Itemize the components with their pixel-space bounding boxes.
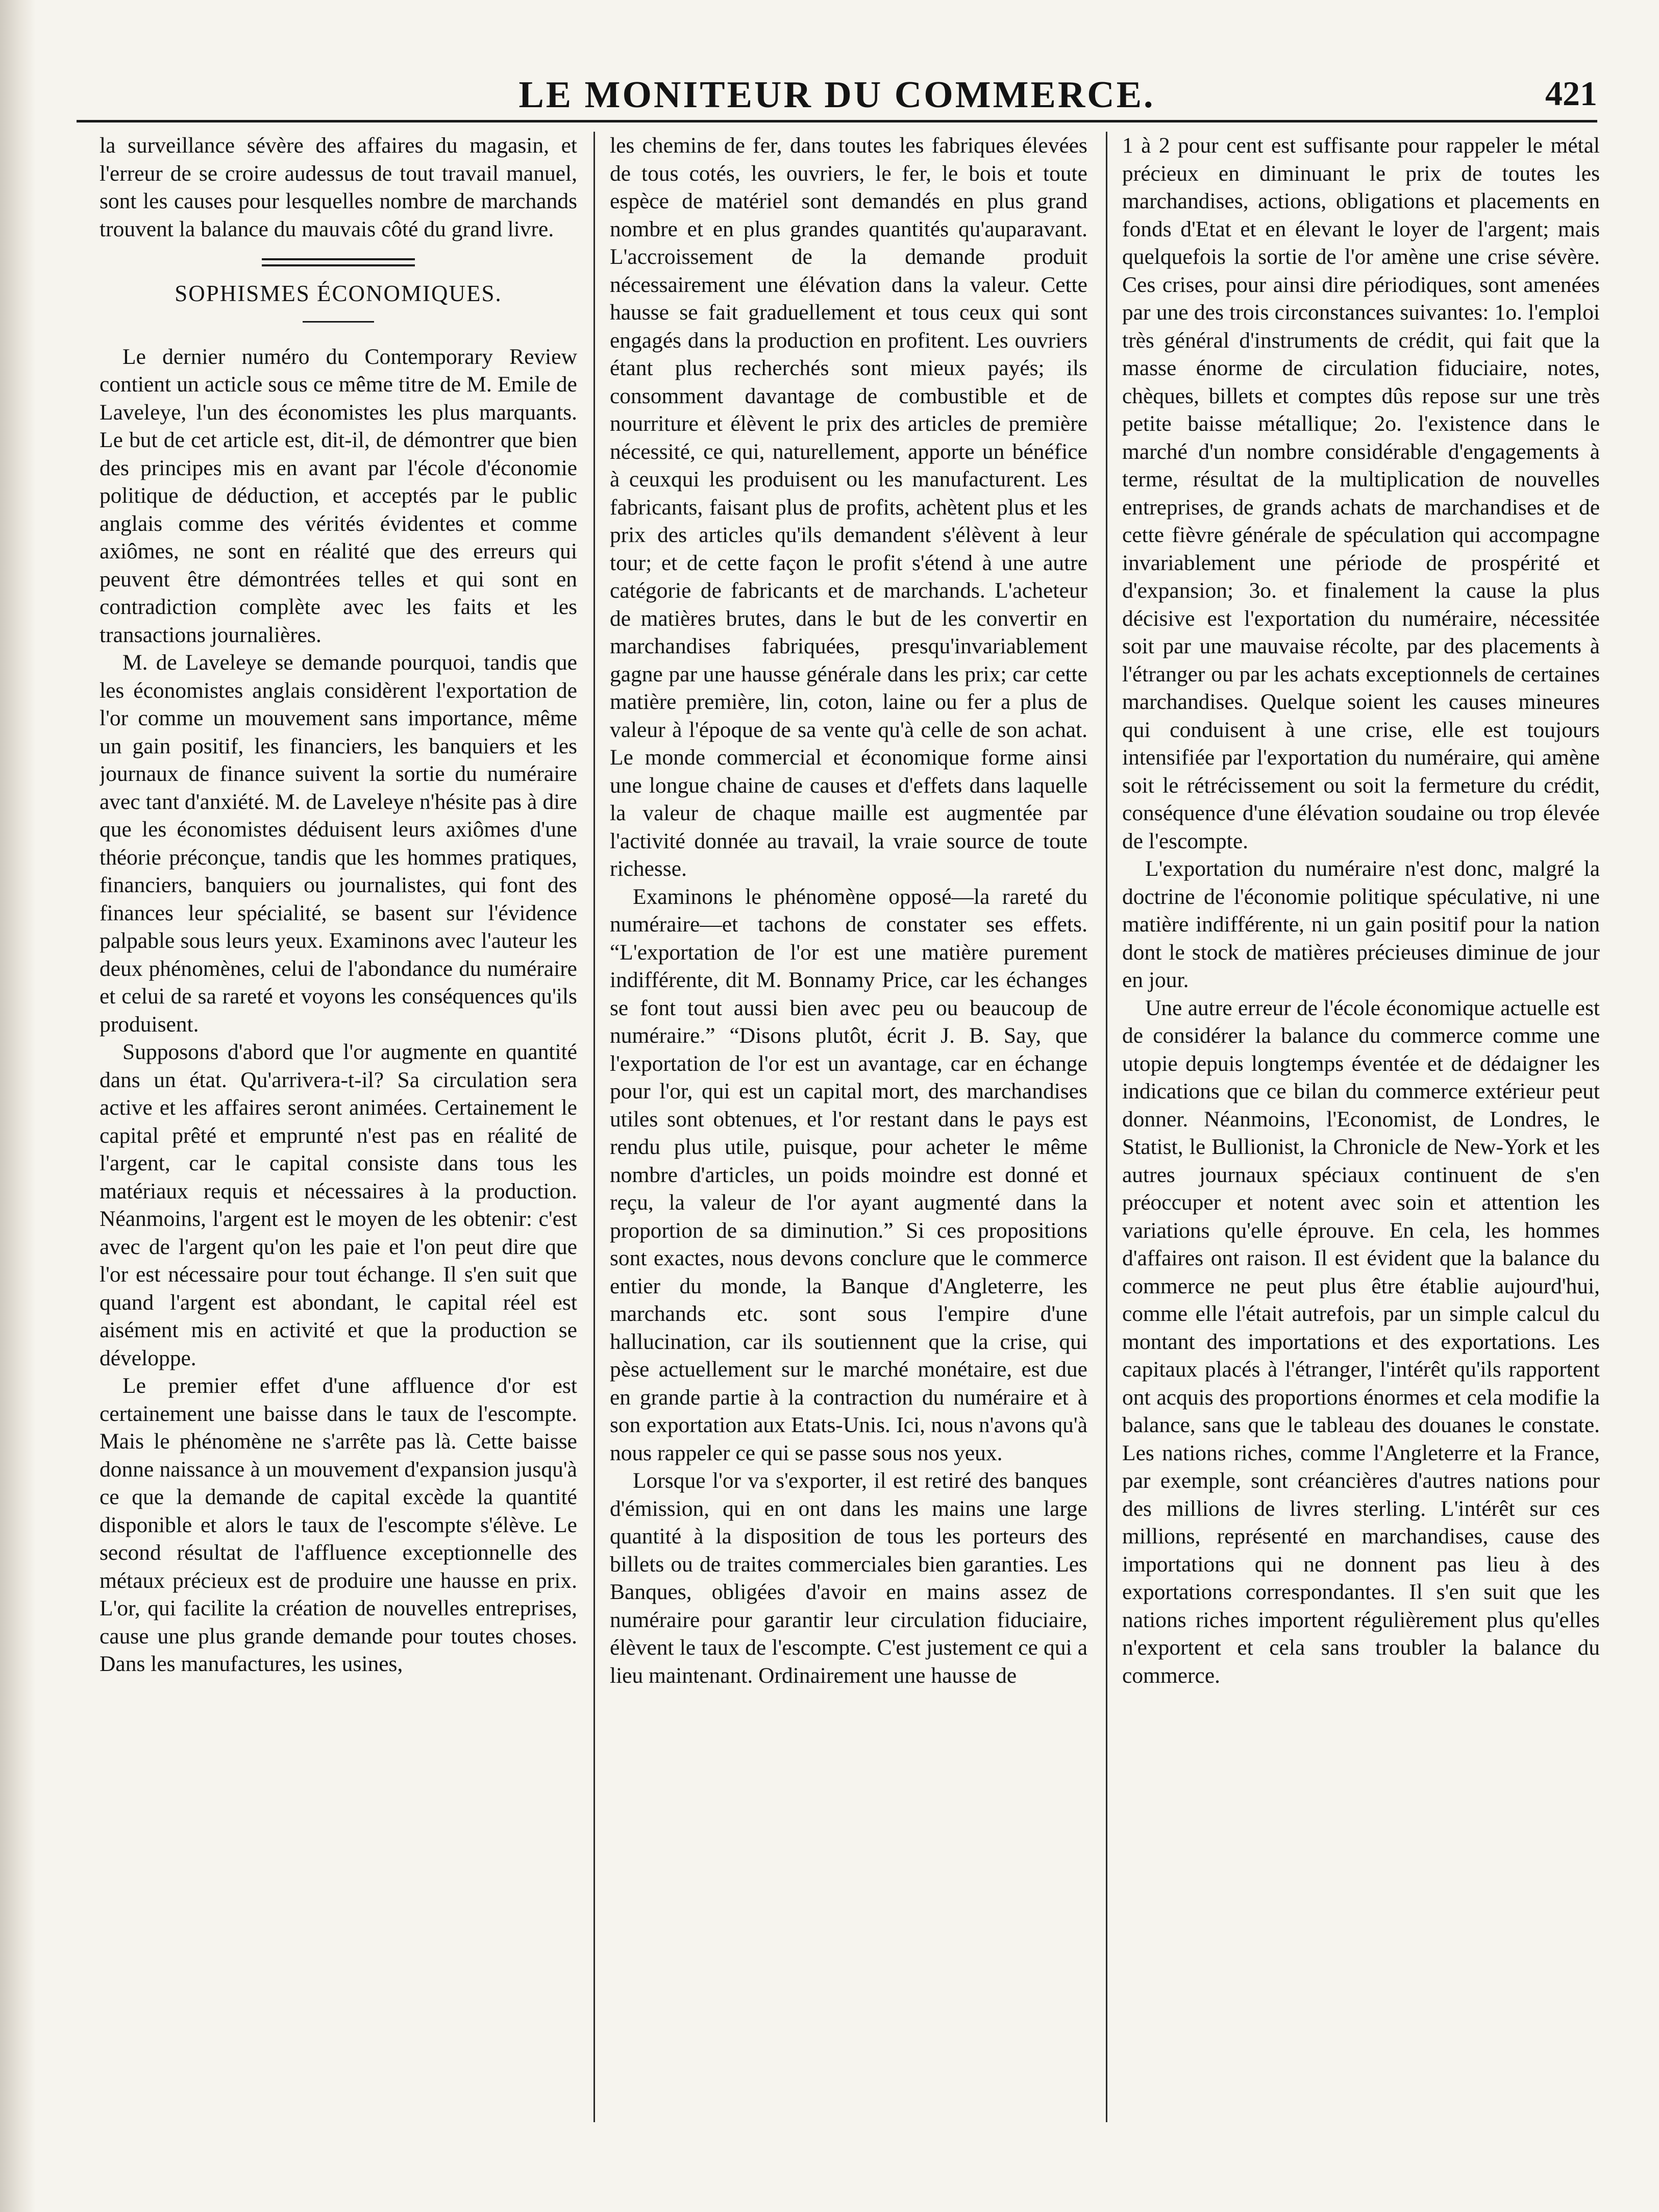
- paragraph-continuation: 1 à 2 pour cent est suffisante pour rappeler le métal précieux en diminuant le prix de toutes les marchandises, actions, obligations et placements en fonds d'Etat et en élevant le loyer de l'argent; mais quelquefois la sortie de l'or amène une crise sévère. Ces crises, pour ainsi dire périodiques, sont amenées par une des trois circonstances suivantes: 1o. l'emploi très général d'instruments de crédit, qui fait que la masse énorme de circulation fiduciaire, notes, chèques, billets et comptes dûs repose sur une très petite baisse métallique; 2o. l'existence dans le marché d'un nombre considérable d'engagements à terme, résultat de la multiplication de nouvelles entreprises, de grands achats de marchandises et de cette fièvre générale de spéculation qui accompagne invariablement une période de prospérité et d'expansion; 3o. et finalement la cause la plus décisive est l'exportation du numéraire, nécessitée soit par une mauvaise récolte, par des placements à l'étranger ou par les achats exceptionnels de certaines marchandises. Quelque soient les causes mineures qui conduisent à une crise, elle est toujours intensifiée par l'exportation du numéraire, qui amène soit le rétrécissement ou soit la fermeture du crédit, conséquence d'une élévation soudaine ou trop élevée de l'escompte.: [1122, 133, 1600, 853]
- column-1: [100, 132, 577, 2122]
- running-head: [77, 66, 1597, 122]
- paragraph: Le dernier numéro du Contemporary Review contient un acticle sous ce même titre de M. Emile de Laveleye, l'un des économistes les plus marquants. Le but de cet article est, dit-il, de démontrer que bien des principes mis en avant par l'école d'économie politique de déduction, et acceptés par le public anglais comme des vérités évidentes et comme axiômes, ne sont en réalité que des erreurs qui peuvent être démontrées telles et qui sont en contradiction complète avec les faits et les transactions journalières.: [100, 344, 577, 647]
- journal-title: LE MONITEUR DU COMMERCE.: [518, 74, 1155, 116]
- column-2: [610, 132, 1087, 2122]
- page-edge-shadow: [0, 0, 36, 2212]
- paragraph: L'exportation du numéraire n'est donc, malgré la doctrine de l'économie politique spéculative, ni une matière indifférente, ni un gain positif pour la nation dont le stock de matières précieuses diminue de jour en jour.: [1122, 856, 1600, 992]
- column-rule: [593, 132, 595, 2122]
- paragraph: Lorsque l'or va s'exporter, il est retiré des banques d'émission, qui en ont dans les mains une large quantité à la disposition de tous les porteurs des billets ou de traites commerciales bien garanties. Les Banques, obligées d'avoir en mains assez de numéraire pour garantir leur circulation fiduciaire, élèvent le taux de l'escompte. C'est justement ce qui a lieu maintenant. Ordinairement une hausse de: [610, 1468, 1087, 1688]
- column-rule: [1106, 132, 1107, 2122]
- page-number: 421: [1545, 74, 1597, 113]
- paragraph: Le premier effet d'une affluence d'or est certainement une baisse dans le taux de l'escompte. Mais le phénomène ne s'arrête pas là. Cette baisse donne naissance à un mouvement d'expansion jusqu'à ce que la demande de capital excède la quantité disponible et alors le taux de l'escompte s'élève. Le second résultat de l'affluence exceptionnelle des métaux précieux est de produire une hausse en prix. L'or, qui facilite la création de nouvelles entreprises, cause une plus grande demande pour toutes choses. Dans les manufactures, les usines,: [100, 1373, 577, 1676]
- article-columns: [100, 132, 1600, 2122]
- paragraph: Examinons le phénomène opposé—la rareté du numéraire—et tachons de constater ses effets. “L'exportation de l'or est une matière purement indifférente, dit M. Bonnamy Price, car les échanges se font tout aussi bien avec peu ou beaucoup de numéraire.” “Disons plutôt, écrit J. B. Say, que l'exportation de l'or est un avantage, car en échange pour l'or, qui est un capital mort, des marchandises utiles sont obtenues, et l'or restant dans le pays est rendu plus utile, puisque, pour acheter le même nombre d'articles, un poids moindre est donné et reçu, la valeur de l'or ayant augmenté dans la proportion de sa diminution.” Si ces propositions sont exactes, nous devons conclure que le commerce entier du monde, la Banque d'Angleterre, les marchands etc. sont sous l'empire d'une hallucination, car ils soutiennent que la crise, qui pèse actuellement sur le marché monétaire, est due en grande partie à la contraction du numéraire et à son exportation aux Etats-Unis. Ici, nous n'avons qu'à nous rappeler ce qui se passe sous nos yeux.: [610, 884, 1087, 1465]
- paragraph: Supposons d'abord que l'or augmente en quantité dans un état. Qu'arrivera-t-il? Sa circulation sera active et les affaires seront animées. Certainement le capital prêté et emprunté n'est pas en réalité de l'argent, car le capital consiste dans tous les matériaux requis et nécessaires à la production. Néanmoins, l'argent est le moyen de les obtenir: c'est avec de l'argent qu'on les paie et l'on peut dire que l'or est nécessaire pour tout échange. Il s'en suit que quand l'argent est abondant, le capital réel est aisément mis en activité et que la production se développe.: [100, 1040, 577, 1370]
- paragraph-continuation: la surveillance sévère des affaires du magasin, et l'erreur de se croire audessus de tout travail manuel, sont les causes pour lesquelles nombre de marchands trouvent la balance du mauvais côté du grand livre.: [100, 133, 577, 241]
- header-rule: [77, 120, 1597, 122]
- section-divider: [262, 258, 415, 266]
- paragraph: Une autre erreur de l'école économique actuelle est de considérer la balance du commerce comme une utopie depuis longtemps éventée et de dédaigner les indications que ce bilan du commerce extérieur peut donner. Néanmoins, l'Economist, de Londres, le Statist, le Bullionist, la Chronicle de New-York et les autres journaux spéciaux continuent de s'en préoccuper et notent avec soin et attention les variations qu'elle éprouve. En cela, les hommes d'affaires ont raison. Il est évident que la balance du commerce ne peut plus être établie aujourd'hui, comme elle l'était autrefois, par un simple calcul du montant des importations et des exportations. Les capitaux placés à l'étranger, l'intérêt qu'ils rapportent ont acquis des proportions énormes et cela modifie la balance, sans que le tableau des douanes le constate. Les nations riches, comme l'Angleterre et la France, par exemple, sont créancières d'autres nations pour des millions de livres sterling. L'intérêt sur ces millions, représenté en marchandises, cause des importations qui ne donnent pas lieu à des exportations correspondantes. Il s'en suit que les nations riches importent régulièrement plus qu'elles n'exportent et cela sans troubler la balance du commerce.: [1122, 995, 1600, 1688]
- paragraph-continuation: les chemins de fer, dans toutes les fabriques élevées de tous cotés, les ouvriers, le fer, le bois et toute espèce de matériel sont demandés en plus grand nombre et en plus grandes quantités qu'auparavant. L'accroissement de la demande produit nécessairement une élévation dans la valeur. Cette hausse se fait graduellement et tous ceux qui sont engagés dans la production en profitent. Les ouvriers étant plus recherchés sont mieux payés; ils consomment davantage de combustible et de nourriture et élèvent le prix des articles de première nécessité, ce qui, naturellement, apporte un bénéfice à ceuxqui les produisent ou les manufacturent. Les fabricants, faisant plus de profits, achètent plus et les prix des articles qu'ils demandent s'élèvent à leur tour; et de cette façon le profit s'étend à une autre catégorie de fabricants et de marchands. L'acheteur de matières brutes, dans le but de les convertir en marchandises fabriquées, presqu'invariablement gagne par une hausse générale dans les prix; car cette matière première, lin, coton, laine ou fer a plus de valeur à l'époque de sa vente qu'à celle de son achat. Le monde commercial et économique forme ainsi une longue chaine de causes et d'effets dans laquelle la valeur de chaque maille est augmentée par l'activité donnée au travail, la vraie source de toute richesse.: [610, 133, 1087, 881]
- paragraph: M. de Laveleye se demande pourquoi, tandis que les économistes anglais considèrent l'exportation de l'or comme un mouvement sans importance, même un gain positif, les financiers, les banquiers et les journaux de finance suivent la sortie du numéraire avec tant d'anxiété. M. de Laveleye n'hésite pas à dire que les économistes déduisent leurs axiômes d'une théorie préconçue, tandis que les hommes pratiques, financiers, banquiers ou journalistes, qui font des finances leur spécialité, se basent sur l'évidence palpable sous leurs yeux. Examinons avec l'auteur les deux phénomènes, celui de l'abondance du numéraire et celui de sa rareté et voyons les conséquences qu'ils produisent.: [100, 650, 577, 1037]
- column-3: [1122, 132, 1600, 2122]
- heading-rule: [303, 321, 374, 323]
- section-heading: SOPHISMES ÉCONOMIQUES.: [175, 281, 502, 306]
